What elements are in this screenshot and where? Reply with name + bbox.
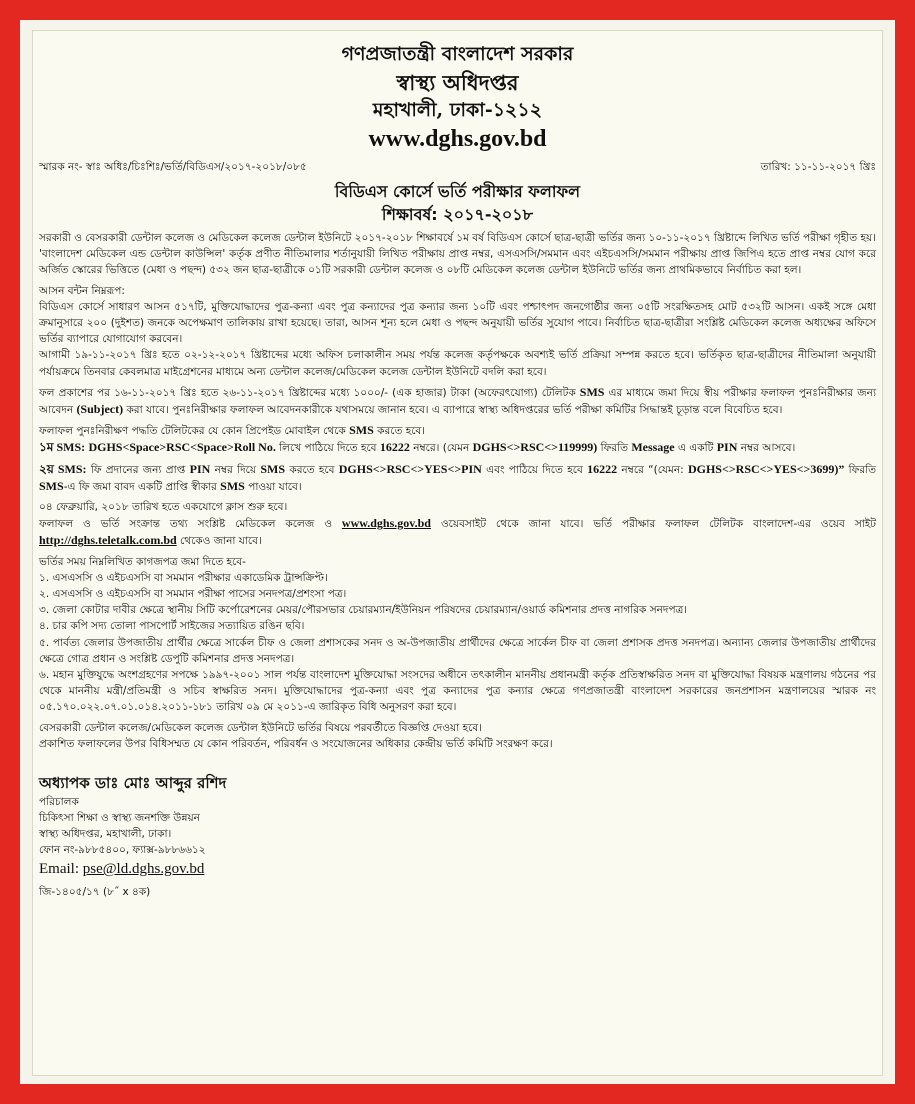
teletalk-link[interactable]: http://dghs.teletalk.com.bd [39,533,177,548]
signatory-name: অধ্যাপক ডাঃ মোঃ আব্দুর রশিদ [39,774,227,793]
signatory-department: চিকিৎসা শিক্ষা ও স্বাস্থ্য জনশক্তি উন্নয়ন [39,812,200,825]
signatory-email: Email: pse@ld.dghs.gov.bd [39,861,205,878]
email-link[interactable]: pse@ld.dghs.gov.bd [82,861,205,878]
notice-session: শিক্ষাবর্ষ: ২০১৭-২০১৮ [381,205,534,224]
seat-heading: আসন বন্টন নিম্নরূপ: [39,284,125,297]
signatory-designation: পরিচালক [39,796,79,809]
govt-name: গণপ্রজাতন্ত্রী বাংলাদেশ সরকার [341,43,574,65]
doc-item: ৪. চার কপি সদ্য তোলা পাসপোর্ট সাইজের সত্যায়িত রঙিন ছবি। [39,620,305,633]
paragraph-info-links: ফলাফল ও ভর্তি সংক্রান্ত তথ্য সংশ্লিষ্ট মেডিকেল কলেজ ও www.dghs.gov.bd ওয়েবসাইট থেকে জানা যাবে। ভর্তি পরীক্ষার ফলাফল টেলিটক বাংলাদেশ-এর ওয়েব সাইট http://dghs.teletalk.com.bd থেকেও জানা যাবে। [39,516,876,548]
department-name: স্বাস্থ্য অধিদপ্তর [396,70,519,95]
letterhead [39,41,876,154]
doc-item: ৩. জেলা কোটার দাবীর ক্ষেত্রে স্থানীয় সিটি কর্পোরেশনের মেয়র/পৌরসভার চেয়ারম্যান/ইউনিয়ন পরিষদের চেয়ারম্যান/ওয়ার্ড কমিশনার প্রদত্ত নাগরিক সনদপত্র। [39,604,688,617]
office-address: মহাখালী, ঢাকা-১২১২ [372,99,543,121]
paragraph-admission-dates: আগামী ১৯-১১-২০১৭ খ্রিঃ হতে ০২-১২-২০১৭ খ্রিষ্টাব্দের মধ্যে অফিস চলাকালীন সময় পর্যন্ত কলেজ কর্তৃপক্ষকে অবশ্যই ভর্তি প্রক্রিয়া সম্পন্ন করতে হবে। ভর্তিকৃত ছাত্র-ছাত্রীদের নীতিমালা অনুযায়ী পর্যায়ক্রমে তিনবার কেবলমাত্র মাইগ্রেশনের মাধ্যমে অন্য ডেন্টাল কলেজ/মেডিকেল কলেজ ডেন্টাল ইউনিটে বদলি করা হবে। [39,349,876,378]
paragraph-rights-reserved: প্রকাশিত ফলাফলের উপর বিধিসম্মত যে কোন পরিবর্তন, পরিবর্ধন ও সংযোজনের অধিকার কেন্দ্রীয় ভর্তি কমিটি সংরক্ষণ করে। [39,737,553,750]
dghs-link[interactable]: www.dghs.gov.bd [341,516,431,531]
frame-left-border [0,0,20,1104]
memo-ref: স্মারক নং- স্বাঃ অধিঃ/চিঃশিঃ/ভর্তি/বিডিএস/২০১৭-২০১৮/০৮৫ [39,161,307,173]
paragraph-intro: সরকারী ও বেসরকারী ডেন্টাল কলেজ ও মেডিকেল কলেজ ডেন্টাল ইউনিটে ২০১৭-২০১৮ শিক্ষাবর্ষে ১ম বর্ষ বিডিএস কোর্সে ছাত্র-ছাত্রী ভর্তির জন্য ১০-১১-২০১৭ খ্রিষ্টাব্দে লিখিত ভর্তি পরীক্ষা গৃহীত হয়। 'বাংলাদেশ মেডিকেল এন্ড ডেন্টাল কাউন্সিল' কর্তৃক প্রণীত নীতিমালার শর্তানুযায়ী লিখিত পরীক্ষায় প্রাপ্ত নম্বর, এসএসসি/সমমান এবং এইচএসসি/সমমান পরীক্ষায় প্রাপ্ত জিপিএ হতে প্রাপ্ত নম্বর যোগ করে অর্জিত স্কোরের ভিত্তিতে (মেধা ও পছন্দ) ৫৩২ জন ছাত্র-ছাত্রীকে ০১টি সরকারী ডেন্টাল কলেজ ও ০৮টি মেডিকেল কলেজ ডেন্টাল ইউনিটে ভর্তির জন্য প্রাথমিকভাবে নির্বাচিত করা হল। [39,232,876,277]
paragraph-review-method: ফলাফল পুনঃনিরীক্ষণ পদ্ধতি টেলিটকের যে কোন প্রিপেইড মোবাইল থেকে SMS করতে হবে। [39,423,426,438]
paragraph-seats: বিডিএস কোর্সে সাধারণ আসন ৫১৭টি, মুক্তিযোদ্ধাদের পুত্র-কন্যা এবং পুত্র কন্যাদের পুত্র কন্যার জন্য ১০টি এবং পশ্চাৎপদ জনগোষ্ঠীর জন্য ০৫টি সংরক্ষিতসহ মোট ৫৩২টি আসন। একই সঙ্গে মেধা ক্রমানুসারে ২০০ (দুইশত) জনকে অপেক্ষমাণ তালিকায় রাখা হয়েছে। তারা, আসন শূন্য হলে মেধা ও পছন্দ অনুযায়ী ভর্তির সুযোগ পাবে। নির্বাচিত ছাত্র-ছাত্রীরা সংশ্লিষ্ট মেডিকেল কলেজ অধ্যক্ষের অফিসে ভর্তির ব্যাপারে যোগাযোগ করবেন। [39,300,876,346]
frame-right-border [895,0,915,1104]
website-url[interactable]: www.dghs.gov.bd [368,126,547,152]
doc-item: ৬. মহান মুক্তিযুদ্ধে অংশগ্রহণের সপক্ষে ১৯৯৭-২০০১ সাল পর্যন্ত বাংলাদেশ মুক্তিযোদ্ধা সংসদের অধীনে তৎকালীন মাননীয় প্রধানমন্ত্রী কর্তৃক প্রতিস্বাক্ষরিত সনদ বা মুক্তিযোদ্ধা বিষয়ক মন্ত্রণালয় গঠনের পর থেকে মাননীয় মন্ত্রী/প্রতিমন্ত্রী ও সচিব স্বাক্ষরিত সনদ। মুক্তিযোদ্ধাদের পুত্র-কন্যা এবং পুত্র কন্যাদের পুত্র কন্যার ক্ষেত্রে গণপ্রজাতন্ত্রী বাংলাদেশ সরকারের জনপ্রশাসন মন্ত্রণালয়ের স্মারক নং ০৫.১৭০.০২২.০৭.০১.০১৪.২০১১-১৮১ তারিখ ০৯ মে ২০১১-এ জারিকৃত বিধি অনুসরণ করা হবে। [39,669,876,714]
docs-heading: ভর্তির সময় নিম্নলিখিত কাগজপত্র জমা দিতে হবে- [39,555,246,568]
signatory-office: স্বাস্থ্য অধিদপ্তর, মহাখালী, ঢাকা। [39,828,172,841]
notice-title [39,180,876,226]
sms-step-2: ২য় SMS: ফি প্রদানের জন্য প্রাপ্ত PIN নম্বর দিয়ে SMS করতে হবে DGHS<>RSC<>YES<>PIN এবং পাঠিয়ে দিতে হবে 16222 নম্বরে “(যেমন: DGHS<>RSC<>YES<>3699)” ফিরতি SMS-এ ফি জমা বাবদ একটি প্রাপ্তি স্বীকার SMS পাওয়া যাবে। [39,461,877,493]
frame-bottom-border [0,1084,915,1104]
doc-item: ১. এসএসসি ও এইচএসসি বা সমমান পরীক্ষার একাডেমিক ট্রান্সক্রিপ্ট। [39,571,328,584]
paragraph-private-colleges: বেসরকারী ডেন্টাল কলেজ/মেডিকেল কলেজ ডেন্টাল ইউনিটে ভর্তির বিষয়ে পরবর্তীতে বিজ্ঞপ্তি দেওয়া হবে। [39,721,482,734]
memo-date: তারিখ: ১১-১১-২০১৭ খ্রিঃ [760,161,876,173]
paragraph-class-start: ০৪ ফেব্রুয়ারি, ২০১৮ তারিখ হতে একযোগে ক্লাস শুরু হবে। [39,501,288,514]
doc-item: ২. এসএসসি ও এইচএসসি বা সমমান পরীক্ষা পাসের সনদপত্র/প্রশংসা পত্র। [39,588,347,601]
signatory-phone: ফোন নং-৯৮৮৫৪০০, ফ্যাক্স-৯৮৮৬৬১২ [39,844,206,857]
paragraph-review: ফল প্রকাশের পর ১৬-১১-২০১৭ খ্রিঃ হতে ২৬-১১-২০১৭ খ্রিষ্টাব্দের মধ্যে ১০০০/- (এক হাজার) টাকা (অফেরৎযোগ্য) টেলিটক SMS এর মাধ্যমে জমা দিয়ে স্বীয় পরীক্ষার ফলাফল পুনঃনিরীক্ষার জন্য আবেদন (Subject) করা যাবে। পুনঃনিরীক্ষার ফলাফল আবেদনকারীকে যথাসময়ে জানান হবে। এ ব্যাপারে স্বাস্থ্য অধিদপ্তরের ভর্তি পরীক্ষা কমিটির সিদ্ধান্তই চূড়ান্ত বলে বিবেচিত হবে। [39,384,876,417]
signature-block [39,772,876,880]
memo-row [39,158,876,176]
doc-item: ৫. পার্বত্য জেলার উপজাতীয় প্রার্থীর ক্ষেত্রে সার্কেল চীফ ও জেলা প্রশাসকের সনদ ও অ-উপজাতীয় প্রার্থীদের ক্ষেত্রে সার্কেল চীফ বা জেলা প্রশাসক প্রদত্ত সনদপত্র। অন্যান্য জেলার উপজাতীয় প্রার্থীদের ক্ষেত্রে গোত্র প্রধান ও সংশ্লিষ্ট ডেপুটি কমিশনার প্রদত্ত সনদপত্র। [39,636,876,665]
sms-step-1: ১ম SMS: DGHS<Space>RSC<Space>Roll No. লিখে পাঠিয়ে দিতে হবে 16222 নম্বরে। (যেমন DGHS<>RSC<>119999) ফিরতি Message এ একটি PIN নম্বর আসবে। [39,440,796,455]
notice-title-main: বিডিএস কোর্সে ভর্তি পরীক্ষার ফলাফল [334,182,581,201]
print-code: জি-১৪০৫/১৭ (৮˝ x ৪ক) [39,886,151,899]
notice-page [32,30,883,1076]
frame-top-border [0,0,915,20]
